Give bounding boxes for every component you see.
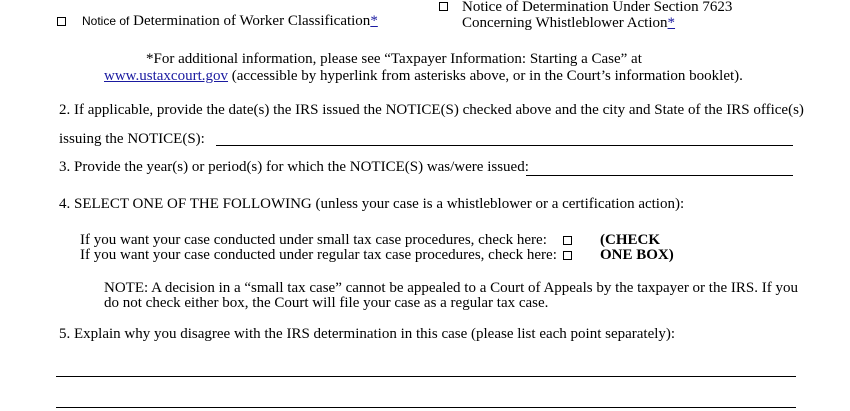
worker-classification-label-rest: Determination of Worker Classification xyxy=(129,13,371,29)
item3-answer-line[interactable] xyxy=(526,175,793,176)
additional-info-line2-text: (accessible by hyperlink from asterisks above, or in the Court’s information booklet). xyxy=(228,68,743,84)
regular-case-checkbox[interactable] xyxy=(563,251,572,260)
whistleblower-checkbox[interactable] xyxy=(439,2,448,11)
item2-issuing-label: issuing the NOTICE(S): xyxy=(59,131,205,147)
worker-classification-asterisk-link[interactable]: * xyxy=(370,13,378,29)
whistleblower-label-line1: Notice of Determination Under Section 7623 xyxy=(462,0,733,15)
item5-answer-line-1[interactable] xyxy=(56,376,796,377)
item4-text: 4. SELECT ONE OF THE FOLLOWING (unless your case is a whistleblower or a certification action): xyxy=(59,196,685,212)
item5-text: 5. Explain why you disagree with the IRS determination in this case (please list each point separately): xyxy=(59,326,676,342)
worker-classification-label xyxy=(82,14,378,29)
regular-case-label: If you want your case conducted under regular tax case procedures, check here: xyxy=(80,247,557,263)
check-one-label-line1: (CHECK xyxy=(600,232,660,248)
small-case-label: If you want your case conducted under small tax case procedures, check here: xyxy=(80,232,547,248)
ustaxcourt-link[interactable]: www.ustaxcourt.gov xyxy=(104,68,229,84)
whistleblower-asterisk-link[interactable]: * xyxy=(667,15,676,31)
check-one-label-line2: ONE BOX) xyxy=(600,247,674,263)
worker-classification-checkbox[interactable] xyxy=(57,17,66,26)
additional-info-line1: *For additional information, please see “Taxpayer Information: Starting a Case” at xyxy=(146,51,642,67)
whistleblower-label-text: Concerning Whistleblower Action xyxy=(462,15,668,31)
worker-classification-label-small: Notice of xyxy=(82,14,130,28)
small-case-note-line2: do not check either box, the Court will file your case as a regular tax case. xyxy=(104,295,549,311)
item2-text: 2. If applicable, provide the date(s) the IRS issued the NOTICE(S) checked above and the city and State of the IRS office(s) xyxy=(59,102,804,118)
small-case-checkbox[interactable] xyxy=(563,236,572,245)
item2-answer-line[interactable] xyxy=(216,145,793,146)
item5-answer-line-2[interactable] xyxy=(56,407,796,408)
item3-text: 3. Provide the year(s) or period(s) for which the NOTICE(S) was/were issued: xyxy=(59,159,529,175)
additional-info-line2 xyxy=(104,69,743,84)
small-case-note-line1: NOTE: A decision in a “small tax case” cannot be appealed to a Court of Appeals by the taxpayer or the IRS. If you xyxy=(104,280,798,296)
whistleblower-label-line2 xyxy=(462,16,675,31)
